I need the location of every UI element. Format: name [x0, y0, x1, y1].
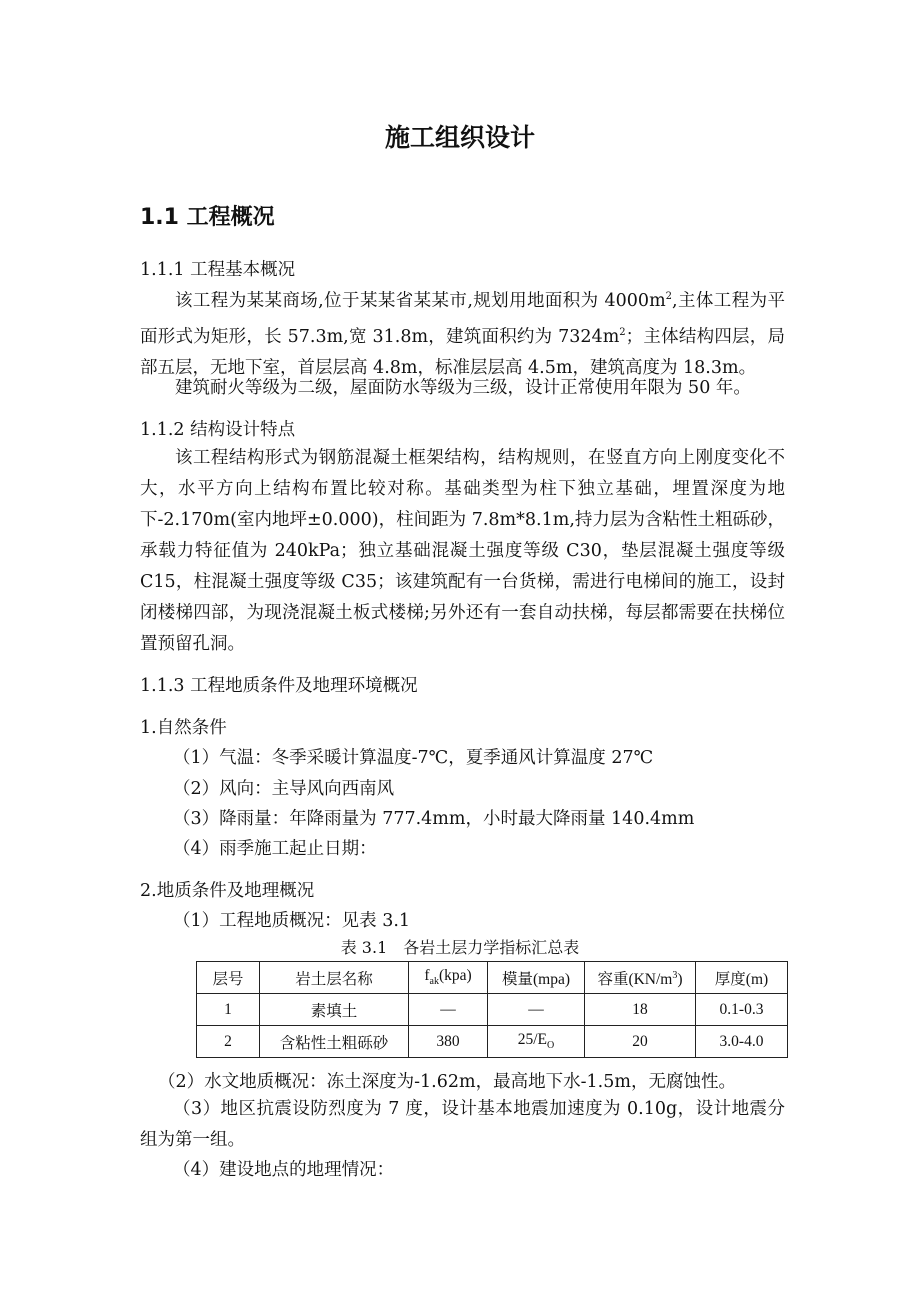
- paragraph-project-overview: [140, 281, 785, 384]
- list-item: （2）风向：主导风向西南风: [173, 779, 395, 799]
- header-layer-no: 层号: [197, 962, 260, 994]
- cell-modulus: —: [488, 994, 585, 1026]
- cell-unit-weight: 18: [585, 994, 696, 1026]
- subsection-heading-1-1-2: 1.1.2 结构设计特点: [140, 420, 296, 440]
- header-soil-name: 岩土层名称: [260, 962, 409, 994]
- header-fak: $f_{ak}(kpa)$: [409, 962, 488, 994]
- list-item: （2）水文地质概况：冻土深度为-1.62m，最高地下水-1.5m，无腐蚀性。: [158, 1072, 736, 1092]
- list-item: （4）建设地点的地理情况：: [173, 1160, 395, 1180]
- paragraph-fire-rating: 建筑耐火等级为二级，屋面防水等级为三级，设计正常使用年限为 50 年。: [175, 378, 751, 398]
- list-item: （3）降雨量：年降雨量为 777.4mm，小时最大降雨量 140.4mm: [173, 809, 695, 829]
- overview-text-b: ,主体工程为平面形式为矩形，长 57.3m,宽 31.8m，建筑面积约为 7324m: [140, 290, 785, 347]
- superscript-2a: 2: [665, 291, 673, 302]
- soil-properties-table: [196, 961, 788, 1058]
- cell-modulus: $25/E_O$: [488, 1026, 585, 1058]
- cell-thickness: 0.1-0.3: [696, 994, 788, 1026]
- list-item: （1）工程地质概况：见表 3.1: [173, 911, 411, 931]
- cell-name: 素填土: [260, 994, 409, 1026]
- cell-name: 含粘性土粗砾砂: [260, 1026, 409, 1058]
- cell-no: 1: [197, 994, 260, 1026]
- cell-fak: —: [409, 994, 488, 1026]
- section-heading-1-1: 1.1 工程概况: [140, 205, 275, 230]
- table-row: [197, 994, 788, 1026]
- table-header-row: [197, 962, 788, 994]
- cell-thickness: 3.0-4.0: [696, 1026, 788, 1058]
- subsection-heading-1-1-1: 1.1.1 工程基本概况: [140, 260, 296, 280]
- cell-unit-weight: 20: [585, 1026, 696, 1058]
- overview-text-c: ；主体结构四层，局部五层，无地下室，首层层高 4.8m，标准层层高 4.5m，建筑高度为 18.3m。: [140, 326, 785, 378]
- list-item: （3）地区抗震设防烈度为 7 度，设计基本地震加速度为 0.10g，设计地震分组为第一组。: [140, 1099, 785, 1150]
- page-title: 施工组织设计: [384, 123, 535, 152]
- list-item: （4）雨季施工起止日期：: [173, 839, 377, 859]
- cell-no: 2: [197, 1026, 260, 1058]
- list-item: （1）气温：冬季采暖计算温度-7℃，夏季通风计算温度 27℃: [173, 748, 654, 768]
- table-row: [197, 1026, 788, 1058]
- superscript-2b: 2: [619, 326, 626, 338]
- geology-heading: 2.地质条件及地理概况: [140, 881, 315, 901]
- cell-fak: 380: [409, 1026, 488, 1058]
- header-thickness: 厚度(m): [696, 962, 788, 994]
- table-caption: 表 3.1 各岩土层力学指标汇总表: [340, 938, 580, 957]
- subsection-heading-1-1-3: 1.1.3 工程地质条件及地理环境概况: [140, 676, 418, 696]
- header-unit-weight: 容重$(KN/m^3)$: [585, 962, 696, 994]
- header-modulus: 模量(mpa): [488, 962, 585, 994]
- paragraph-structure-design: 该工程结构形式为钢筋混凝土框架结构，结构规则，在竖直方向上刚度变化不大，水平方向上结构布置比较对称。基础类型为柱下独立基础，埋置深度为地下-2.170m(室内地坪±0.000)，柱间距为 7.8m*8.1m,持力层为含粘性土粗砾砂，承载力特征值为 240kPa；独立基础混凝土强度等级 C30，垫层混凝土强度等级 C15，柱混凝土强度等级 C35；该建筑配有一台货梯，需进行电梯间的施工，设封闭楼梯四部，为现浇混凝土板式楼梯;另外还有一套自动扶梯，每层都需要在扶梯位置预留孔洞。: [140, 448, 785, 654]
- overview-text-a: 该工程为某某商场,位于某某省某某市,规划用地面积为 4000m: [175, 290, 666, 311]
- natural-conditions-heading: 1.自然条件: [140, 718, 227, 738]
